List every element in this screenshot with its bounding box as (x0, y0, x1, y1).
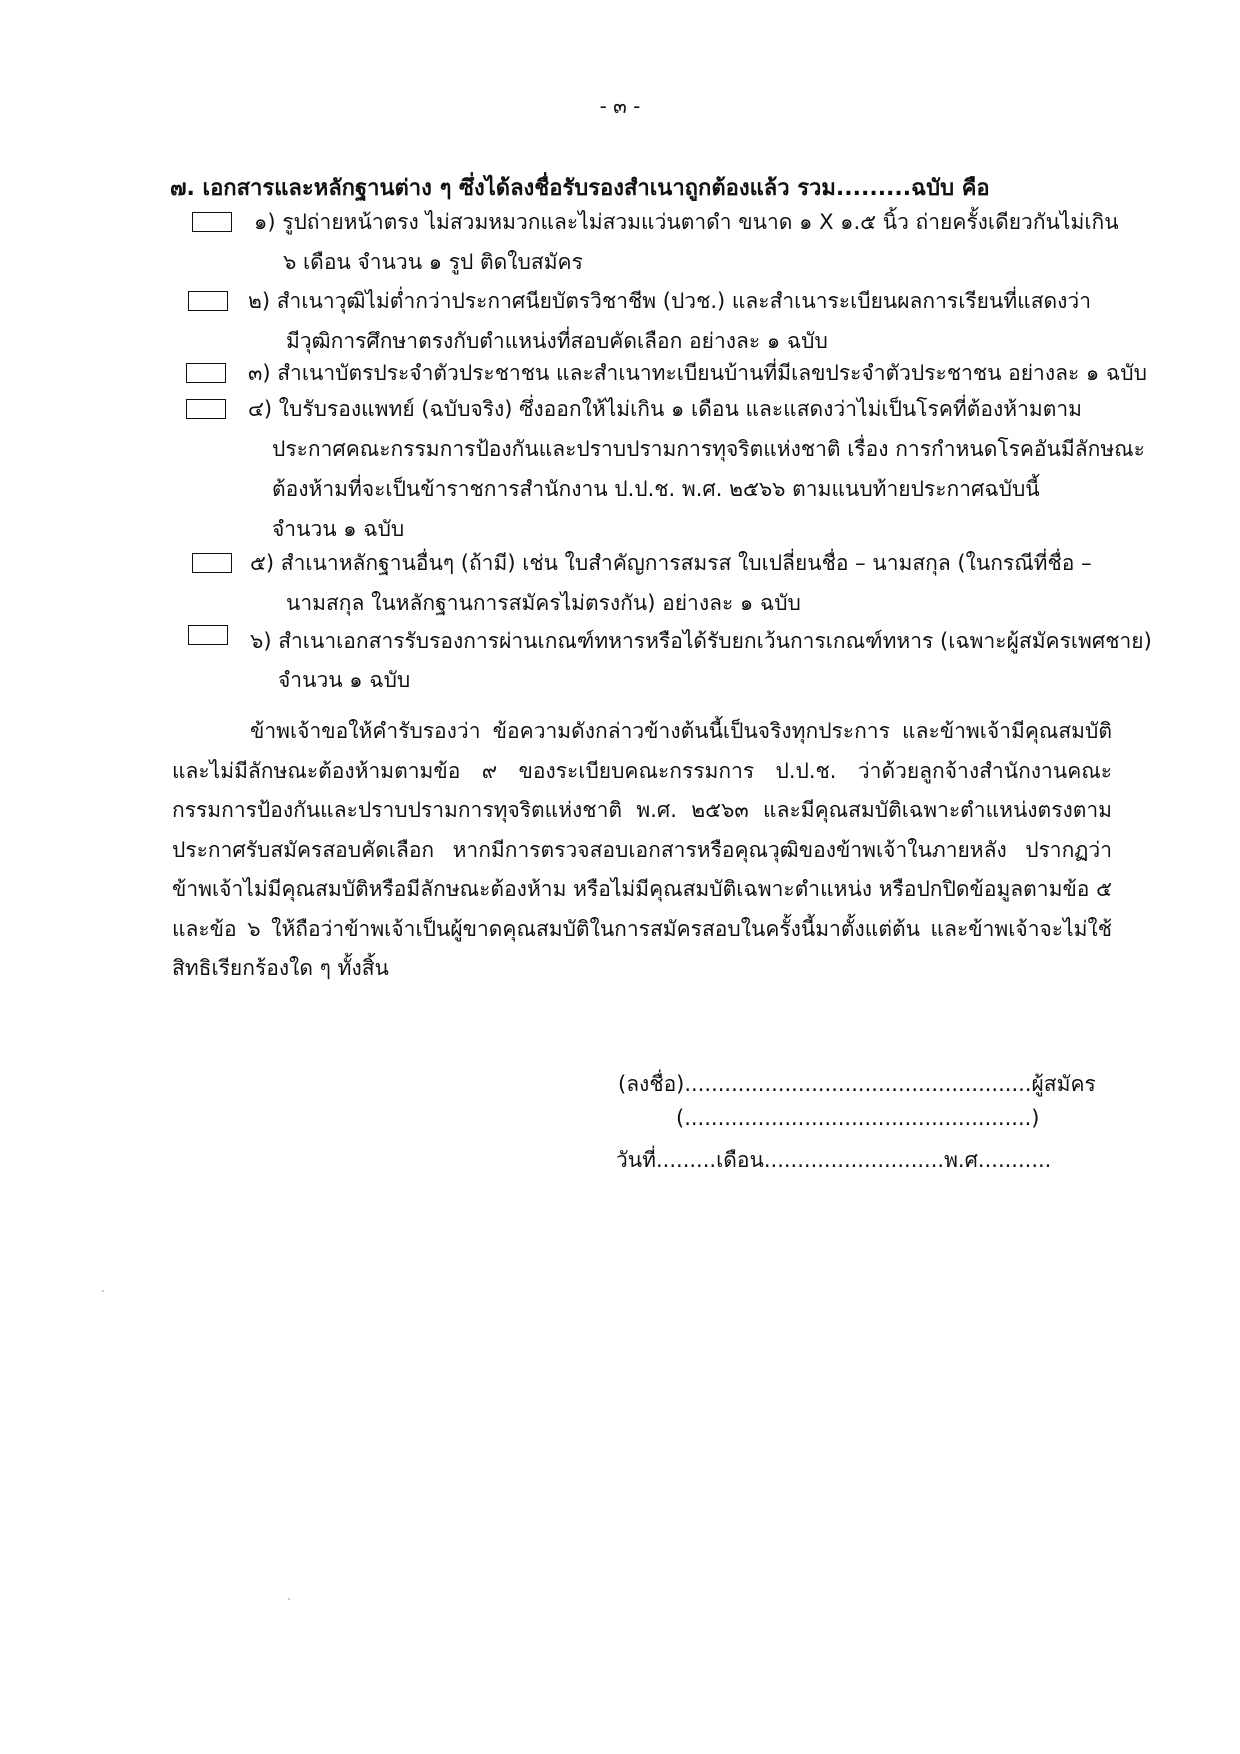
scan-speck (102, 1290, 104, 1292)
item-line: จำนวน ๑ ฉบับ (278, 668, 411, 692)
page-number: - ๓ - (599, 94, 641, 118)
section-heading: ๗. เอกสารและหลักฐานต่าง ๆ ซึ่งได้ลงชื่อรับรองสำเนาถูกต้องแล้ว รวม.........ฉบับ คือ (170, 176, 990, 201)
item-line: จำนวน ๑ ฉบับ (272, 517, 405, 541)
declaration-paragraph (172, 712, 1112, 989)
item-line: ๒) สำเนาวุฒิไม่ต่ำกว่าประกาศนียบัตรวิชาชีพ (ปวช.) และสำเนาระเบียนผลการเรียนที่แสดงว่า (248, 289, 1091, 313)
checkbox[interactable] (186, 363, 226, 383)
item-line: ๖ เดือน จำนวน ๑ รูป ติดใบสมัคร (283, 250, 583, 274)
checkbox[interactable] (188, 625, 228, 645)
checkbox[interactable] (192, 553, 232, 573)
checkbox[interactable] (186, 399, 226, 419)
item-line: มีวุฒิการศึกษาตรงกับตำแหน่งที่สอบคัดเลือก อย่างละ ๑ ฉบับ (286, 329, 828, 353)
checkbox[interactable] (192, 212, 232, 232)
item-line: ๕) สำเนาหลักฐานอื่นๆ (ถ้ามี) เช่น ใบสำคัญการสมรส ใบเปลี่ยนชื่อ – นามสกุล (ในกรณีที่ชื่อ – (250, 551, 1092, 575)
item-line: ๔) ใบรับรองแพทย์ (ฉบับจริง) ซึ่งออกให้ไม่เกิน ๑ เดือน และแสดงว่าไม่เป็นโรคที่ต้องห้ามตาม (248, 397, 1082, 421)
item-line: ประกาศคณะกรรมการป้องกันและปราบปรามการทุจริตแห่งชาติ เรื่อง การกำหนดโรคอันมีลักษณะ (272, 437, 1145, 461)
declaration-text: ข้าพเจ้าขอให้คำรับรองว่า ข้อความดังกล่าวข้างต้นนี้เป็นจริงทุกประการ และข้าพเจ้ามีคุณสมบัติและไม่มีลักษณะต้องห้ามตามข้อ ๙ ของระเบียบคณะกรรมการ ป.ป.ช. ว่าด้วยลูกจ้างสำนักงานคณะกรรมการป้องกันและปราบปรามการทุจริตแห่งชาติ พ.ศ. ๒๕๖๓ และมีคุณสมบัติเฉพาะตำแหน่งตรงตามประกาศรับสมัครสอบคัดเลือก หากมีการตรวจสอบเอกสารหรือคุณวุฒิของข้าพเจ้าในภายหลัง ปรากฏว่าข้าพเจ้าไม่มีคุณสมบัติหรือมีลักษณะต้องห้าม หรือไม่มีคุณสมบัติเฉพาะตำแหน่ง หรือปกปิดข้อมูลตามข้อ ๕ และข้อ ๖ ให้ถือว่าข้าพเจ้าเป็นผู้ขาดคุณสมบัติในการสมัครสอบในครั้งนี้มาตั้งแต่ต้น และข้าพเจ้าจะไม่ใช้สิทธิเรียกร้องใด ๆ ทั้งสิ้น (172, 719, 1112, 980)
printed-name-line: (....................................................) (676, 1106, 1040, 1130)
item-line: นามสกุล ในหลักฐานการสมัครไม่ตรงกัน) อย่างละ ๑ ฉบับ (286, 591, 801, 615)
item-line: ๓) สำเนาบัตรประจำตัวประชาชน และสำเนาทะเบียนบ้านที่มีเลขประจำตัวประชาชน อย่างละ ๑ ฉบับ (248, 361, 1147, 385)
checkbox[interactable] (188, 291, 228, 311)
scan-speck (288, 1598, 290, 1600)
signature-line: (ลงชื่อ)....................................................ผู้สมัคร (618, 1072, 1096, 1096)
item-line: ๑) รูปถ่ายหน้าตรง ไม่สวมหมวกและไม่สวมแว่นตาดำ ขนาด ๑ X ๑.๕ นิ้ว ถ่ายครั้งเดียวกันไม่เกิน (254, 210, 1119, 234)
date-line: วันที่.........เดือน...........................พ.ศ........... (616, 1148, 1052, 1172)
item-line: ต้องห้ามที่จะเป็นข้าราชการสำนักงาน ป.ป.ช. พ.ศ. ๒๕๖๖ ตามแนบท้ายประกาศฉบับนี้ (272, 477, 1040, 501)
item-line: ๖) สำเนาเอกสารรับรองการผ่านเกณฑ์ทหารหรือได้รับยกเว้นการเกณฑ์ทหาร (เฉพาะผู้สมัครเพศชาย) (250, 629, 1152, 653)
